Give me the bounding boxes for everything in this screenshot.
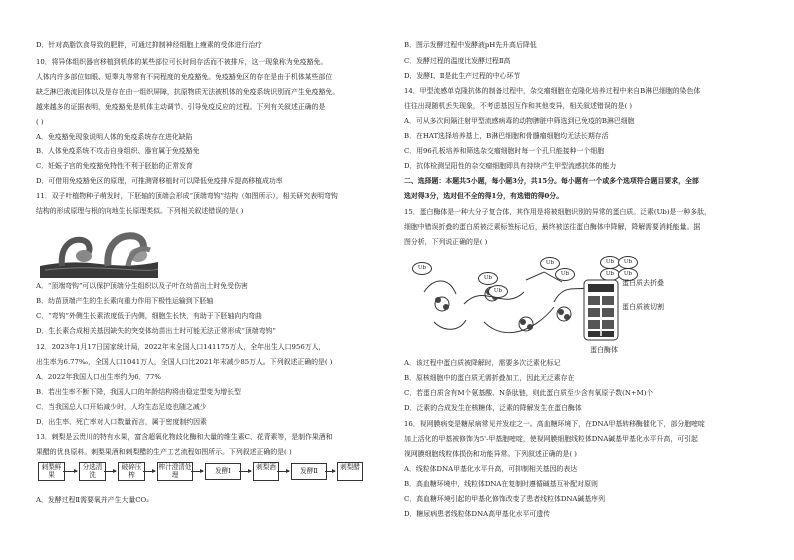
q10-stem-4: 越来越多的证据表明，免疫豁免是机体主动调节、引导免疫反应的过程。下列有关叙述正确的是 <box>36 103 326 111</box>
q15-option-a: A．该过程中蛋白质被降解时，需要多次泛素化标记 <box>404 359 561 367</box>
q14-option-a: A．可从多次间隔注射甲型流感病毒的动物脾脏中筛选到已免疫的B淋巴细胞 <box>404 117 635 125</box>
label-unfold: 蛋白质去折叠 <box>622 279 664 287</box>
q12-option-b: B．若出生率不断下降，我国人口的年龄结构将由稳定型变为增长型 <box>36 388 241 396</box>
q13-stem-2: 果醋的优良原料。刺梨果酒和刺梨醋的生产工艺流程如图所示。下列叙述正确的是( ) <box>36 448 292 456</box>
flow-step-wine: 刺梨酒 <box>253 462 279 481</box>
q15-stem-3: 图分析，下列说正确的是( ) <box>404 238 488 246</box>
q13-option-a: A．发酵过程Ⅱ需要氧并产生大量CO₂ <box>36 496 149 504</box>
section-2-heading-2: 选对得3分，选对但不全的得1分，有选错的得0分。 <box>404 192 564 200</box>
q11-option-d: D．生长素合成相关基因缺失的突变体幼苗出土时可能无法正常形成“顶端弯钩” <box>36 327 276 335</box>
q16-option-d: D．糖尿病患者线粒体DNA高甲基化水平可遗传 <box>404 510 551 518</box>
q16-stem-1: 16．视网膜病变是糖尿病常见并发症之一。高血糖环境下，在DNA甲基转移酶催化下，部分胞嘧啶 <box>404 420 705 428</box>
q12-option-d: D．出生率、死亡率对人口数量而言，属于密度制约因素 <box>36 418 207 426</box>
q11-option-c: C．“弯钩”外侧生长素浓度低于内侧，细胞生长快，有助于下胚轴向内弯曲 <box>36 312 262 320</box>
ubiquitin-tag: Ub <box>600 268 620 281</box>
q15-option-b: B．原核细胞中的蛋白质无需折叠加工，因此无泛素存在 <box>404 374 575 382</box>
flow-step-sort-wash: 分选清洗 <box>79 462 106 481</box>
flow-arrow <box>277 471 289 472</box>
flow-step-vinegar: 刺梨醋 <box>337 462 363 481</box>
q15-option-c: C．若蛋白质含有M个氨基酸、N条肽链，则此蛋白质至少含有氧原子数(N+M)个 <box>404 389 654 397</box>
flow-step-juice-clarify: 榨汁澄清处理 <box>158 463 192 479</box>
proteasome-icon <box>582 278 622 344</box>
flow-arrow <box>239 471 251 472</box>
flow-arrow <box>191 471 203 472</box>
ubiquitin-tag: Ub <box>555 268 575 281</box>
q12-option-c: C．当我国总人口开始减少时，人均生态足迹也随之减少 <box>36 403 207 411</box>
q16-option-b: B．高血糖环境中，线粒体DNA在复制时遵循碱基互补配对原则 <box>404 480 598 488</box>
section-2-heading-1: 二、选择题：本题共5小题，每小题3分，共15分。每小题有一个或多个选项符合题目要求，全部 <box>404 177 699 185</box>
q13-option-c: C．发酵过程的温度比发酵过程Ⅱ高 <box>404 57 511 65</box>
q13-stem-1: 13．刺梨是云贵川的特有水果，富含超氧化物歧化酶和大量的维生素C、花青素等，是制作果酒和 <box>36 433 333 441</box>
flow-arrow <box>143 471 155 472</box>
q10-paren: ( ) <box>36 118 44 126</box>
q14-stem-2: 往往出现随机丢失现象，不考虑基因互作和其他变异，相关叙述错误的是( ) <box>404 102 633 110</box>
flow-step-fermentation-2: 发酵Ⅱ <box>291 463 327 480</box>
q10-stem-2: 人体内许多部位如眼、短睾丸等常有不同程度的免疫豁免。免疫豁免区的存在是由于机体某些部位 <box>36 73 333 81</box>
flow-arrow <box>104 471 116 472</box>
flow-arrow <box>63 471 77 472</box>
q16-option-c: C．高血糖环境引起的甲基化修饰改变了患者线粒体DNA碱基序列 <box>404 495 605 503</box>
flow-step-fresh-fruit: 刺梨鲜果 <box>38 462 65 481</box>
q10-option-a: A．免疫豁免现象说明人体的免疫系统存在进化缺陷 <box>36 133 193 141</box>
q16-stem-3: 视网膜细胞线粒体损伤和功能异常。下列叙述正确的是( ) <box>404 450 577 458</box>
q10-stem-1: 10．将异体组织器官移植到机体的某些部位可长时间存活而不被排斥，这一现象称为免疫豁免。 <box>36 58 328 66</box>
ubiquitin-tag: Ub <box>618 268 638 281</box>
ubiquitin-tag: Ub <box>488 285 508 298</box>
q12-option-a: A．2022年我国人口出生率约为6．77% <box>36 373 161 381</box>
ubiquitin-tag: Ub <box>618 256 638 269</box>
q14-option-c: C．用96孔板培养和筛选杂交瘤细胞时每一个孔只能接种一个细胞 <box>404 147 605 155</box>
seedling-hook-photo <box>40 226 158 278</box>
flow-step-fermentation-1: 发酵Ⅰ <box>205 463 241 480</box>
q11-option-b: B．幼苗顶端产生的生长素向重力作用下极性运输到下胚轴 <box>36 297 214 305</box>
q16-option-a: A．线粒体DNA甲基化水平升高，可抑制相关基因的表达 <box>404 465 578 473</box>
q10-stem-3: 缺乏淋巴液流回体以及是存在由一组织屏障，抗原物质无法被机体的免疫系统识别而产生免疫豁免。 <box>36 88 340 96</box>
q14-option-d: D．抗体检测呈阳性的杂交瘤细胞即具有持续产生甲型流感抗体的能力 <box>404 162 617 170</box>
ubiquitin-tag: Ub <box>478 272 498 285</box>
q11-option-a: A．“顶端弯钩”可以保护顶端分生组织以及子叶在幼苗出土时免受伤害 <box>36 282 248 290</box>
label-proteasome: 蛋白酶体 <box>590 346 618 354</box>
q11-stem-2: 结构的形成原理与根的向地生长原理类似。下列相关叙述错误的是( ) <box>36 207 244 215</box>
q10-option-c: C．妊娠子宫的免疫豁免特性不利于胚胎的正常发育 <box>36 162 193 170</box>
ubiquitin-tag: Ub <box>600 256 620 269</box>
q14-option-b: B．在HAT选择培养基上，B淋巴细胞和骨髓瘤细胞均无法长期存活 <box>404 132 609 140</box>
q10-option-b: B．人体免疫系统不攻击自身组织、器官属于免疫豁免 <box>36 147 200 155</box>
q15-option-d: D．泛素的合成发生在核糖体，泛素的降解发生在蛋白酶体 <box>404 404 582 412</box>
flow-step-crush-press: 破碎压榨 <box>118 462 145 481</box>
flow-arrow <box>325 471 335 472</box>
q12-stem-1: 12．2023年1月17日国家统计局，2022年末全国人口141175万人，全年出生人口956万人， <box>36 343 326 351</box>
q14-stem-1: 14．甲型流感单克隆抗体的制备过程中，杂交瘤细胞在克隆化培养过程中来自B淋巴细胞的染色体 <box>404 87 701 95</box>
q15-stem-2: 细胞中错误折叠的蛋白质被泛素标签标记后，最终被送往蛋白酶体中降解，降解需要消耗能量。据 <box>404 223 701 231</box>
ubiquitin-tag: Ub <box>540 257 560 270</box>
q13-option-d: D．发酵Ⅰ、Ⅱ是此生产过程的中心环节 <box>404 72 521 80</box>
ubiquitin-tag: Ub <box>412 262 432 275</box>
q11-stem-1: 11．双子叶植物种子萌发时，下胚轴的顶端会形成“顶端弯钩”结构（如图所示），相关研究表明弯钩 <box>36 192 338 200</box>
q13-option-b: B．图示发酵过程中发酵液pH先升高后降低 <box>404 41 537 49</box>
q9-option-d: D．针对高脂饮食导致的肥胖，可通过抑制神经细胞上瘦素的受体进行治疗 <box>36 41 263 49</box>
label-cleaved: 蛋白质被切割 <box>622 303 664 311</box>
q10-option-d: D．可借用免疫豁免区的原理，可推测肾移植时可以降低免疫排斥提高移植成功率 <box>36 177 283 185</box>
q12-stem-2: 出生率为6.77‰，全国人口1041万人，全国人口比2021年末减少85万人。下列叙述正确的是( ) <box>36 358 333 366</box>
q16-stem-2: 加上活化的甲基被修饰为5'-甲基胞嘧啶，使视网膜细胞线粒体DNA碱基甲基化水平升高，可引起 <box>404 435 698 443</box>
q15-stem-1: 15．蛋白酶体是一种大分子复合体，其作用是将被细胞识别的异常的蛋白质。泛素(Ub)是一种多肽， <box>404 208 711 216</box>
